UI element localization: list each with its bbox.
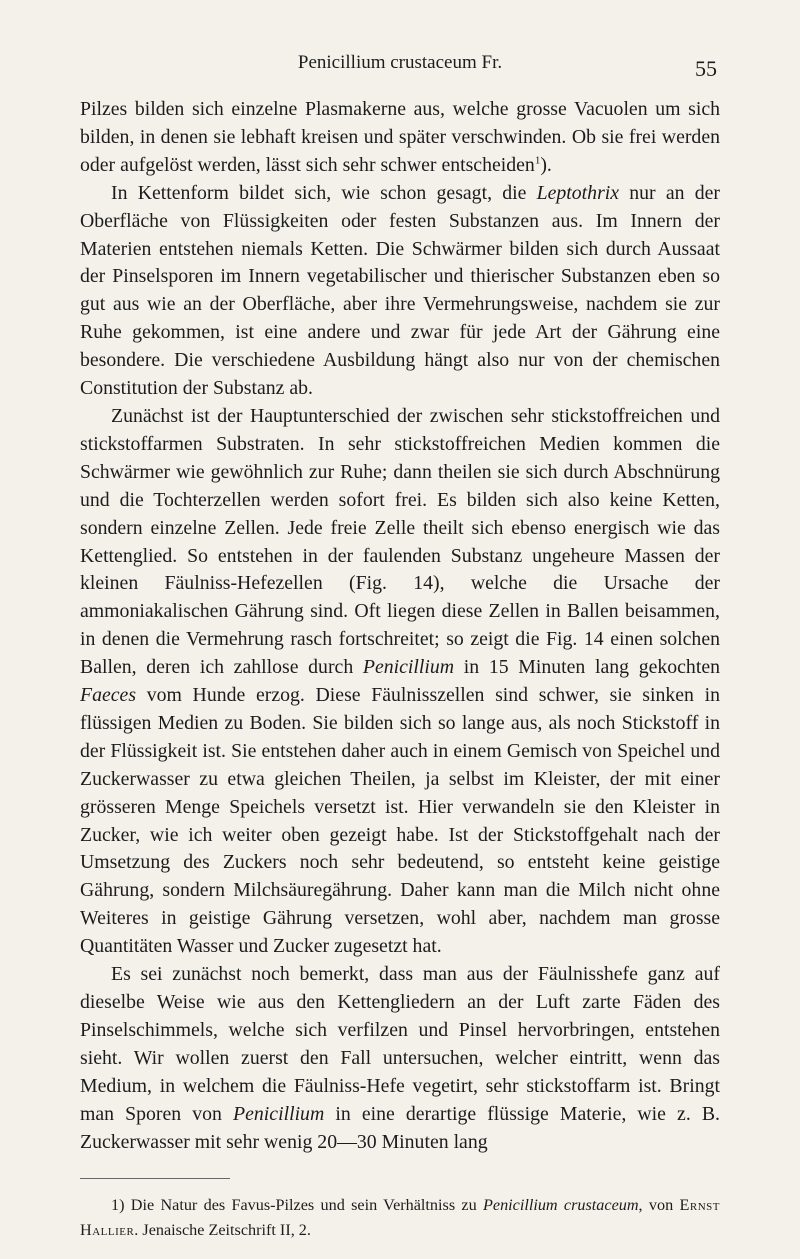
italic-term: Penicillium crustaceum bbox=[483, 1196, 639, 1214]
text-run: , von bbox=[638, 1196, 680, 1214]
footnote bbox=[80, 1193, 720, 1243]
running-title: Penicillium crustaceum Fr. bbox=[297, 52, 503, 73]
text-run: in 15 Minuten lang gekochten bbox=[454, 656, 720, 679]
text-run: in eine derartige flüssige Materie, wie z. B. Zuckerwasser mit sehr wenig 20—30 Minuten lang bbox=[80, 1102, 720, 1153]
paragraph bbox=[80, 180, 720, 403]
paragraph bbox=[80, 96, 720, 180]
paragraph bbox=[80, 403, 720, 961]
paragraph bbox=[80, 961, 720, 1156]
text-run: nur an der Oberfläche von Flüssigkeiten oder festen Substanzen aus. Im Innern der Materien entstehen niemals Ketten. Die Schwärmer bilden sich durch Aussaat der Pinselsporen im Innern vegetabilischer und thierischer Substanzen eben so gut aus wie an der Oberfläche, aber ihre Vermehrungsweise, nachdem sie zur Ruhe gekommen, ist eine andere und zwar für jede Art der Gährung eine besondere. Die verschiedene Ausbildung hängt also nur von der chemischen Constitution der Substanz ab. bbox=[80, 181, 720, 400]
text-run: vom Hunde erzog. Diese Fäulnisszellen sind schwer, sie sinken in flüssigen Medien zu Boden. Sie bilden sich so lange aus, als noch Stickstoff in der Flüssigkeit ist. Sie entstehen daher auch in einem Gemisch von Speichel und Zuckerwasser zu etwa gleichen Theilen, ja selbst im Kleister, der mit einer grösseren Menge Speichels versetzt ist. Hier verwandeln sie den Kleister in Zucker, wie ich weiter oben gezeigt habe. Ist der Stickstoffgehalt nach der Umsetzung des Zuckers noch sehr bedeutend, so entsteht keine geistige Gährung, sondern Milchsäuregährung. Daher kann man die Milch nicht ohne Weiteres in geistige Gährung versetzen, wohl aber, nachdem man grosse Quantitäten Wasser und Zucker zugesetzt hat. bbox=[80, 684, 720, 958]
text-run: Pilzes bilden sich einzelne Plasmakerne aus, welche grosse Vacuolen um sich bilden, in denen sie lebhaft kreisen und später verschwinden. Ob sie frei werden oder aufgelöst werden, lässt sich sehr schwer entscheiden bbox=[80, 98, 720, 176]
footnote-marker: 1 bbox=[534, 154, 541, 167]
italic-term: Penicillium bbox=[233, 1102, 325, 1125]
body-text bbox=[80, 96, 720, 1156]
page-number: 55 bbox=[695, 56, 717, 81]
footnote-text bbox=[80, 1193, 720, 1243]
text-run: In Kettenform bildet sich, wie schon gesagt, die bbox=[111, 181, 537, 204]
italic-term: Leptothrix bbox=[536, 181, 620, 204]
author-name: Ernst Hallier bbox=[80, 1196, 720, 1239]
running-head bbox=[80, 50, 720, 80]
text-run: Es sei zunächst noch bemerkt, dass man aus der Fäulnisshefe ganz auf dieselbe Weise wie aus den Kettengliedern an der Luft zarte Fäden des Pinselschimmels, welche sich verfilzen und Pinsel hervorbringen, entstehen sieht. Wir wollen zuerst den Fall untersuchen, welcher eintritt, wenn das Medium, in welchem die Fäulniss-Hefe vegetirt, sehr stickstoffarm ist. Bringt man Sporen von bbox=[80, 963, 720, 1125]
text-run: 1) Die Natur des Favus-Pilzes und sein Verhältniss zu bbox=[111, 1196, 483, 1214]
italic-term: Faeces bbox=[80, 684, 137, 707]
text-run: ). bbox=[540, 153, 552, 176]
text-run: . Jenaische Zeitschrift II, 2. bbox=[134, 1221, 311, 1239]
footnote-divider bbox=[80, 1178, 230, 1179]
italic-term: Penicillium bbox=[362, 656, 455, 679]
text-run: Zunächst ist der Hauptunterschied der zwischen sehr stickstoffreichen und stickstoffarmen Substraten. In sehr stickstoffreichen Medien kommen die Schwärmer wie gewöhnlich zur Ruhe; dann theilen sie sich durch Abschnürung und die Tochterzellen werden sofort frei. Es bilden sich also keine Ketten, sondern einzelne Zellen. Jede freie Zelle theilt sich ebenso energisch wie das Kettenglied. So entstehen in der faulenden Substanz ungeheure Massen der kleinen Fäulniss-Hefezellen (Fig. 14), welche die Ursache der ammoniakalischen Gährung sind. Oft liegen diese Zellen in Ballen beisammen, in denen die Vermehrung rasch fortschreitet; so zeigt die Fig. 14 einen solchen Ballen, deren ich zahllose durch bbox=[80, 404, 720, 679]
